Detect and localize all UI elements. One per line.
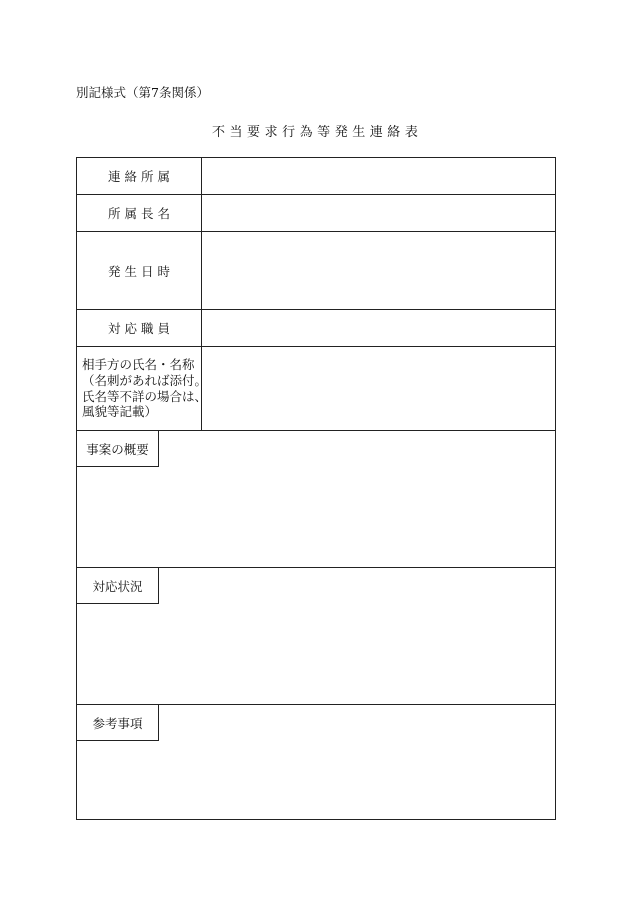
reference-notes-label: 参考事項 (77, 705, 159, 741)
form-title: 不 当 要 求 行 為 等 発 生 連 絡 表 (211, 125, 419, 140)
staff-responder-label: 対 応 職 員 (108, 321, 170, 336)
counterpart-label-line: 風貌等記載） (82, 404, 158, 420)
counterpart-label-line: （名刺があれば添付。 (82, 372, 208, 388)
counterpart-label-line: 相手方の氏名・名称 (82, 357, 195, 372)
counterpart-name-label (82, 357, 208, 420)
incident-summary-label: 事案の概要 (77, 431, 159, 467)
report-form-table (76, 157, 556, 820)
response-status-label: 対応状況 (77, 568, 159, 604)
occurrence-datetime-label: 発 生 日 時 (108, 263, 170, 279)
counterpart-name-field[interactable] (202, 347, 555, 430)
counterpart-label-line: 氏名等不詳の場合は、 (82, 388, 208, 404)
form-number-label: 別記様式（第7条関係） (76, 85, 209, 100)
staff-responder-field[interactable] (202, 310, 555, 346)
contact-affiliation-field[interactable] (202, 158, 555, 194)
head-name-label: 所 属 長 名 (108, 206, 170, 221)
occurrence-datetime-field[interactable] (202, 232, 555, 309)
head-name-field[interactable] (202, 195, 555, 231)
contact-affiliation-label: 連 絡 所 属 (108, 169, 170, 184)
